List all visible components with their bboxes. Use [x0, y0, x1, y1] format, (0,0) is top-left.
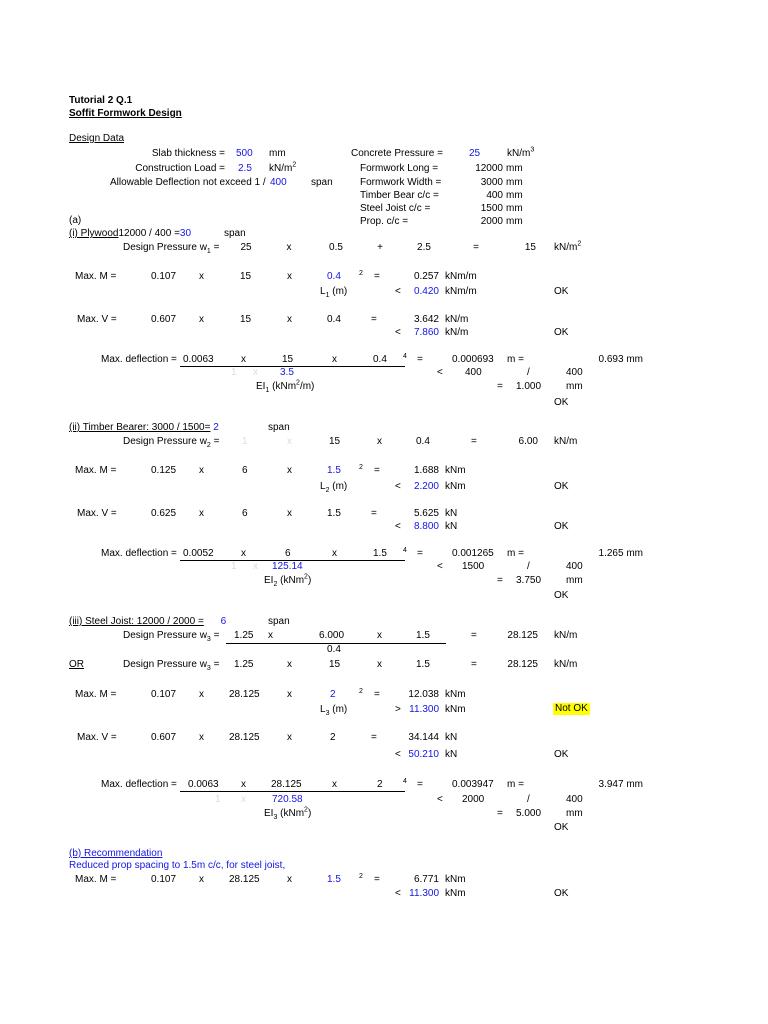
steel-dp2-4: 1.5 — [416, 659, 430, 670]
timber-bear-unit: mm — [506, 190, 523, 201]
plywood-d-limit: 400 — [465, 367, 482, 378]
plywood-v-unit: kN/m — [445, 314, 469, 325]
timber-d-x1: x — [241, 548, 246, 559]
timber-d-cmp: < — [437, 561, 443, 572]
timber-d-slash: / — [527, 561, 530, 572]
steel-v-L: 2 — [330, 732, 336, 743]
steel-d-m-eq: m = — [507, 779, 524, 790]
steel-m-x2: x — [287, 689, 292, 700]
steel-dp-denom: 0.4 — [327, 644, 341, 655]
rec-m-x2: x — [287, 874, 292, 885]
timber-m-cmp: < — [395, 481, 401, 492]
timber-v-limit: 8.800 — [413, 521, 439, 532]
steel-joist-value: 1500 — [480, 203, 503, 214]
plywood-d-EI: 3.5 — [280, 367, 294, 378]
timber-dp-ghost1: 1 — [242, 436, 248, 447]
slab-thickness-unit: mm — [269, 148, 286, 159]
steel-dp2-0: 1.25 — [234, 659, 254, 670]
timber-dp-unit: kN/m — [554, 436, 578, 447]
timber-v-status: OK — [554, 521, 569, 532]
steel-m-eq: = — [374, 689, 380, 700]
steel-d-status: OK — [554, 822, 569, 833]
plywood-d-result: 0.000693 — [452, 354, 494, 365]
plywood-v-w: 15 — [240, 314, 252, 325]
slab-thickness-label: Slab thickness = — [151, 148, 225, 159]
steel-d-fraction-line — [180, 791, 405, 792]
steel-dp-label: Design Pressure $w_3$ = — [123, 630, 220, 643]
timber-d-m-eq: m = — [507, 548, 524, 559]
steel-d-L: 2 — [377, 779, 383, 790]
steel-m-label: Max. M = — [75, 689, 117, 700]
steel-dp2-1: x — [287, 659, 292, 670]
plywood-d-cmp: < — [437, 367, 443, 378]
steel-d-limit2: 400 — [566, 794, 583, 805]
document-subtitle: Soffit Formwork Design — [69, 108, 182, 119]
steel-dp2-6: 28.125 — [507, 659, 538, 670]
plywood-d-status: OK — [554, 397, 569, 408]
timber-v-x2: x — [287, 508, 292, 519]
plywood-m-x1: x — [199, 271, 204, 282]
steel-or-label: OR — [69, 659, 84, 670]
timber-v-limit-unit: kN — [445, 521, 458, 532]
plywood-dp-5: = — [473, 242, 479, 253]
steel-d-x1: x — [241, 779, 246, 790]
timber-d-eq: = — [417, 548, 423, 559]
steel-v-x1: x — [199, 732, 204, 743]
steel-v-result: 34.144 — [408, 732, 439, 743]
construction-load-value: 2.5 — [238, 163, 252, 174]
plywood-v-coef: 0.607 — [151, 314, 177, 325]
plywood-m-coef: 0.107 — [151, 271, 177, 282]
steel-d-cmp: < — [437, 794, 443, 805]
plywood-dp-unit: $kN/m^2$ — [554, 240, 582, 253]
rec-m-limit-unit: kNm — [445, 888, 466, 899]
timber-v-coef: 0.625 — [151, 508, 177, 519]
concrete-pressure-label: Concrete Pressure = — [351, 148, 443, 159]
plywood-dp-4: 2.5 — [417, 242, 431, 253]
plywood-v-eq: = — [371, 314, 377, 325]
timber-dp-4: 6.00 — [518, 436, 538, 447]
plywood-m-limit-unit: kNm/m — [445, 286, 477, 297]
plywood-v-L: 0.4 — [327, 314, 341, 325]
plywood-d-mm: 0.693 mm — [598, 354, 643, 365]
formwork-width-label: Formwork Width = — [360, 177, 442, 188]
timber-m-limit: 2.200 — [413, 481, 439, 492]
timber-d-status: OK — [554, 590, 569, 601]
steel-v-x2: x — [287, 732, 292, 743]
rec-m-label: Max. M = — [75, 874, 117, 885]
timber-dp-ghost2: x — [287, 436, 292, 447]
plywood-v-limit-unit: kN/m — [445, 327, 469, 338]
timber-m-status: OK — [554, 481, 569, 492]
timber-d-limit: 1500 — [462, 561, 485, 572]
plywood-m-result: 0.257 — [413, 271, 439, 282]
steel-d-EI-label: $EI_3$ (kNm$^2$) — [264, 806, 312, 821]
document-title: Tutorial 2 Q.1 — [69, 95, 133, 106]
timber-m-unit: kNm — [445, 465, 466, 476]
steel-m-result: 12.038 — [408, 689, 439, 700]
timber-v-w: 6 — [242, 508, 248, 519]
construction-load-unit: $kN/m^2$ — [269, 161, 297, 174]
steel-v-label: Max. V = — [77, 732, 117, 743]
steel-v-coef: 0.607 — [151, 732, 177, 743]
timber-dp-2: 0.4 — [416, 436, 430, 447]
timber-v-eq: = — [371, 508, 377, 519]
timber-m-limit-unit: kNm — [445, 481, 466, 492]
timber-v-label: Max. V = — [77, 508, 117, 519]
steel-d-ghost2: x — [241, 794, 246, 805]
formwork-long-unit: mm — [506, 163, 523, 174]
plywood-d-coef: 0.0063 — [183, 354, 214, 365]
rec-m-x1: x — [199, 874, 204, 885]
steel-v-limit-unit: kN — [445, 749, 458, 760]
timber-d-EI-label: $EI_2$ (kNm$^2$) — [264, 573, 312, 588]
plywood-m-x2: x — [287, 271, 292, 282]
plywood-d-m-eq: m = — [507, 354, 524, 365]
timber-d-eq2: = — [497, 575, 503, 586]
plywood-v-cmp: < — [395, 327, 401, 338]
plywood-dp-2: 0.5 — [329, 242, 343, 253]
timber-m-L-label: $L_2$ (m) — [320, 481, 348, 494]
plywood-v-limit: 7.860 — [413, 327, 439, 338]
steel-d-eq: = — [417, 779, 423, 790]
rec-m-L: 1.5 — [327, 874, 341, 885]
steel-dp-1: x — [268, 630, 273, 641]
plywood-v-x1: x — [199, 314, 204, 325]
timber-v-result: 5.625 — [413, 508, 439, 519]
plywood-m-L-label: $L_1$ (m) — [320, 286, 348, 299]
rec-m-eq: = — [374, 874, 380, 885]
steel-joist-unit: mm — [506, 203, 523, 214]
plywood-d-ratio-unit: mm — [566, 381, 583, 392]
timber-dp-1: x — [377, 436, 382, 447]
timber-m-result: 1.688 — [413, 465, 439, 476]
steel-m-cmp: > — [395, 704, 401, 715]
plywood-m-cmp: < — [395, 286, 401, 297]
plywood-d-L: 0.4 — [373, 354, 387, 365]
steel-m-w: 28.125 — [229, 689, 260, 700]
steel-d-pow: 4 — [403, 778, 407, 785]
timber-m-w: 6 — [242, 465, 248, 476]
steel-d-limit: 2000 — [462, 794, 485, 805]
steel-v-unit: kN — [445, 732, 458, 743]
steel-m-coef: 0.107 — [151, 689, 177, 700]
allowable-deflection-label: Allowable Deflection not exceed 1 / — [110, 177, 266, 188]
steel-dp-unit: kN/m — [554, 630, 578, 641]
steel-d-eq2: = — [497, 808, 503, 819]
steel-dp2-3: x — [377, 659, 382, 670]
plywood-v-label: Max. V = — [77, 314, 117, 325]
plywood-d-pow: 4 — [403, 353, 407, 360]
plywood-m-L: 0.4 — [327, 271, 341, 282]
concrete-pressure-unit: $kN/m^3$ — [507, 146, 535, 159]
allowable-deflection-value: 400 — [270, 177, 287, 188]
plywood-d-ratio: 1.000 — [516, 381, 542, 392]
steel-d-ghost1: 1 — [215, 794, 221, 805]
part-a-label: (a) — [69, 215, 82, 226]
construction-load-label: Construction Load = — [135, 163, 225, 174]
steel-dp-0: 1.25 — [234, 630, 254, 641]
plywood-m-limit: 0.420 — [413, 286, 439, 297]
recommendation-note: Reduced prop spacing to 1.5m c/c, for steel joist, — [69, 860, 286, 871]
formwork-width-unit: mm — [506, 177, 523, 188]
timber-m-L: 1.5 — [327, 465, 341, 476]
timber-d-mm: 1.265 mm — [598, 548, 643, 559]
timber-d-EI: 125.14 — [272, 561, 303, 572]
timber-heading-row: (ii) Timber Bearer: 3000 / 1500= 2 — [69, 422, 219, 433]
timber-dp-0: 15 — [329, 436, 341, 447]
plywood-m-eq: = — [374, 271, 380, 282]
plywood-dp-0: 25 — [240, 242, 252, 253]
plywood-span-word: span — [224, 228, 246, 239]
steel-v-eq: = — [371, 732, 377, 743]
steel-dp2-unit: kN/m — [554, 659, 578, 670]
steel-m-unit: kNm — [445, 689, 466, 700]
steel-dp-4: 1.5 — [416, 630, 430, 641]
steel-heading-row: (iii) Steel Joist: 12000 / 2000 = 6 — [69, 616, 227, 627]
steel-d-result: 0.003947 — [452, 779, 494, 790]
rec-m-status: OK — [554, 888, 569, 899]
steel-m-L-label: $L_3$ (m) — [320, 704, 348, 717]
plywood-d-x1: x — [241, 354, 246, 365]
timber-m-x1: x — [199, 465, 204, 476]
timber-span-word: span — [268, 422, 290, 433]
concrete-pressure-value: 25 — [469, 148, 481, 159]
prop-label: Prop. c/c = — [360, 216, 409, 227]
rec-m-unit: kNm — [445, 874, 466, 885]
timber-d-coef: 0.0052 — [183, 548, 214, 559]
plywood-d-ghost2: x — [253, 367, 258, 378]
rec-m-w: 28.125 — [229, 874, 260, 885]
timber-bear-value: 400 — [486, 190, 503, 201]
timber-d-ratio-unit: mm — [566, 575, 583, 586]
timber-m-label: Max. M = — [75, 465, 117, 476]
steel-d-ratio-unit: mm — [566, 808, 583, 819]
timber-d-result: 0.001265 — [452, 548, 494, 559]
steel-dp2-2: 15 — [329, 659, 341, 670]
allowable-deflection-unit: span — [311, 177, 333, 188]
plywood-d-ghost1: 1 — [231, 367, 237, 378]
plywood-heading-row: (i) Plywood12000 / 400 =30 — [69, 228, 192, 239]
plywood-m-w: 15 — [240, 271, 252, 282]
plywood-d-eq2: = — [497, 381, 503, 392]
steel-d-x2: x — [332, 779, 337, 790]
plywood-d-label: Max. deflection = — [101, 354, 177, 365]
plywood-d-limit2: 400 — [566, 367, 583, 378]
plywood-dp-1: x — [286, 242, 292, 253]
timber-d-L: 1.5 — [373, 548, 387, 559]
steel-joist-label: Steel Joist c/c = — [360, 203, 431, 214]
steel-d-ratio: 5.000 — [516, 808, 542, 819]
slab-thickness-value: 500 — [236, 148, 253, 159]
timber-m-pow: 2 — [359, 464, 363, 471]
timber-d-limit2: 400 — [566, 561, 583, 572]
prop-value: 2000 — [480, 216, 503, 227]
timber-bear-label: Timber Bear c/c = — [360, 190, 439, 201]
timber-d-w: 6 — [285, 548, 291, 559]
plywood-m-unit: kNm/m — [445, 271, 477, 282]
plywood-dp-3: + — [377, 242, 383, 253]
steel-dp-2: 6.000 — [319, 630, 345, 641]
plywood-v-x2: x — [287, 314, 292, 325]
timber-d-ratio: 3.750 — [516, 575, 542, 586]
timber-v-x1: x — [199, 508, 204, 519]
plywood-d-eq: = — [417, 354, 423, 365]
steel-d-slash: / — [527, 794, 530, 805]
plywood-m-pow: 2 — [359, 270, 363, 277]
steel-v-limit: 50.210 — [408, 749, 439, 760]
plywood-d-slash: / — [527, 367, 530, 378]
steel-m-limit-unit: kNm — [445, 704, 466, 715]
steel-span-word: span — [268, 616, 290, 627]
rec-m-result: 6.771 — [413, 874, 439, 885]
timber-m-x2: x — [287, 465, 292, 476]
steel-v-w: 28.125 — [229, 732, 260, 743]
recommendation-heading: (b) Recommendation — [69, 848, 163, 859]
timber-v-unit: kN — [445, 508, 458, 519]
steel-dp-5: = — [471, 630, 477, 641]
steel-v-status: OK — [554, 749, 569, 760]
plywood-m-label: Max. M = — [75, 271, 117, 282]
timber-d-x2: x — [332, 548, 337, 559]
steel-m-L: 2 — [330, 689, 336, 700]
rec-m-coef: 0.107 — [151, 874, 177, 885]
plywood-d-w: 15 — [282, 354, 294, 365]
steel-m-pow: 2 — [359, 688, 363, 695]
timber-d-ghost1: 1 — [231, 561, 237, 572]
rec-m-limit: 11.300 — [409, 888, 439, 899]
timber-d-ghost2: x — [253, 561, 258, 572]
plywood-dp-label: Design Pressure $w_1$ = — [123, 242, 220, 255]
steel-d-w: 28.125 — [271, 779, 302, 790]
timber-m-coef: 0.125 — [151, 465, 177, 476]
plywood-dp-6: 15 — [524, 242, 536, 253]
timber-m-eq: = — [374, 465, 380, 476]
formwork-width-value: 3000 — [480, 177, 503, 188]
steel-dp-6: 28.125 — [507, 630, 538, 641]
steel-d-mm: 3.947 mm — [598, 779, 643, 790]
timber-d-pow: 4 — [403, 547, 407, 554]
timber-dp-3: = — [471, 436, 477, 447]
steel-m-status-badge: Not OK — [555, 703, 588, 714]
timber-v-L: 1.5 — [327, 508, 341, 519]
steel-d-coef: 0.0063 — [188, 779, 219, 790]
timber-d-label: Max. deflection = — [101, 548, 177, 559]
rec-m-cmp: < — [395, 888, 401, 899]
steel-m-limit: 11.300 — [409, 704, 439, 715]
plywood-d-EI-label: $EI_1$ (kNm$^2$/m) — [256, 379, 315, 394]
timber-dp-label: Design Pressure $w_2$ = — [123, 436, 220, 449]
steel-d-label: Max. deflection = — [101, 779, 177, 790]
steel-m-x1: x — [199, 689, 204, 700]
plywood-d-x2: x — [332, 354, 337, 365]
steel-d-EI: 720.58 — [272, 794, 303, 805]
steel-dp2-label: Design Pressure $w_3$ = — [123, 659, 220, 672]
design-data-heading: Design Data — [69, 133, 125, 144]
timber-v-cmp: < — [395, 521, 401, 532]
rec-m-pow: 2 — [359, 873, 363, 880]
formwork-long-value: 12000 — [475, 163, 503, 174]
steel-dp-3: x — [377, 630, 382, 641]
prop-unit: mm — [506, 216, 523, 227]
steel-dp2-5: = — [471, 659, 477, 670]
steel-v-cmp: < — [395, 749, 401, 760]
plywood-m-status: OK — [554, 286, 569, 297]
plywood-v-result: 3.642 — [413, 314, 439, 325]
formwork-long-label: Formwork Long = — [360, 163, 439, 174]
plywood-v-status: OK — [554, 327, 569, 338]
